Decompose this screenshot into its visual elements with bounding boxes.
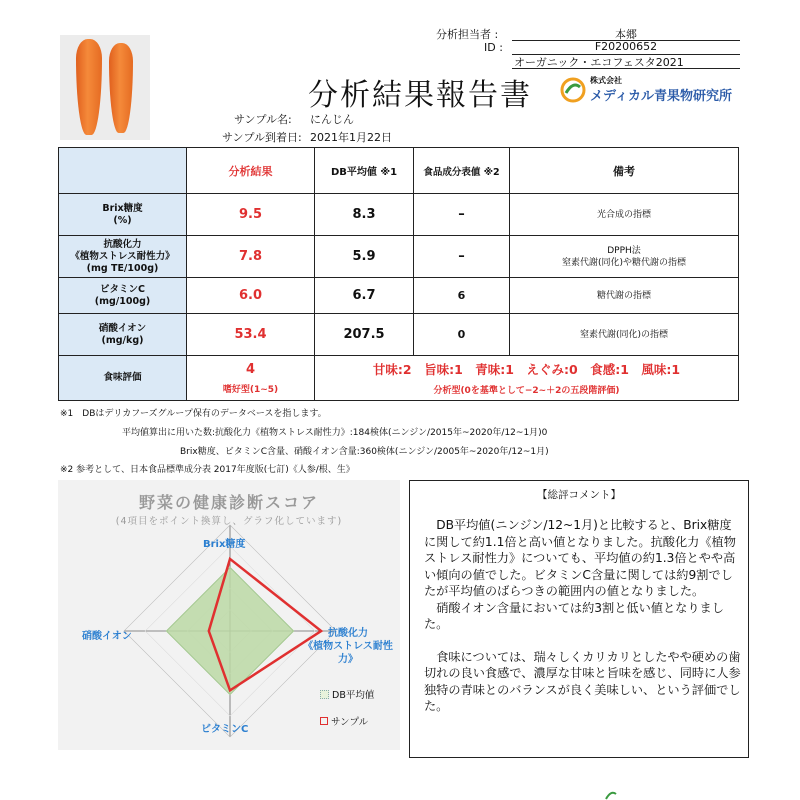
table-header-row bbox=[59, 148, 739, 194]
axis-label-antioxidant-line2: 《植物ストレス耐性力》 bbox=[303, 641, 393, 665]
taste-label: 食味評価 bbox=[59, 356, 187, 401]
row-db: 8.3 bbox=[315, 194, 414, 236]
axis-label-vitc: ビタミンC bbox=[201, 724, 249, 735]
row-name: ビタミンC bbox=[100, 283, 145, 295]
analyst-field bbox=[512, 26, 740, 41]
row-db: 6.7 bbox=[315, 278, 414, 314]
row-name: 硝酸イオン bbox=[98, 322, 147, 334]
axis-label-brix: Brix糖度 bbox=[203, 539, 246, 550]
carrot-photo bbox=[60, 35, 150, 140]
row-food: 0 bbox=[414, 314, 510, 356]
legend-db-label: DB平均値 bbox=[332, 690, 375, 701]
row-food: – bbox=[414, 236, 510, 278]
row-label bbox=[59, 314, 187, 356]
row-remark-line2: 窒素代謝(同化)や糖代謝の指標 bbox=[561, 257, 687, 268]
legend-db-swatch bbox=[320, 690, 329, 699]
row-db: 207.5 bbox=[315, 314, 414, 356]
taste-scores-note: 分析型(0を基準として−2~＋2の五段階評価) bbox=[433, 386, 620, 396]
results-table bbox=[58, 147, 739, 401]
legend-sample-swatch bbox=[320, 717, 328, 725]
row-result: 7.8 bbox=[187, 236, 315, 278]
company-name: メディカル青果物研究所 bbox=[590, 89, 732, 104]
row-remark: 窒素代謝(同化)の指標 bbox=[510, 314, 739, 356]
row-food: – bbox=[414, 194, 510, 236]
id-value: F20200652 bbox=[594, 40, 658, 53]
row-unit: (mg/100g) bbox=[94, 295, 151, 307]
legend-db bbox=[320, 687, 374, 701]
row-result: 6.0 bbox=[187, 278, 315, 314]
table-row bbox=[59, 236, 739, 278]
comment-paragraph-2: 硝酸イオン含量においては約3割と低い値となりました。 bbox=[424, 600, 724, 631]
chart-title: 野菜の健康診断スコア bbox=[138, 493, 319, 512]
comment-title: 【総評コメント】 bbox=[537, 489, 621, 501]
row-remark-line1: DPPH法 bbox=[607, 245, 641, 256]
arrival-value: 2021年1月22日 bbox=[310, 131, 392, 144]
event-value: オーガニック・エコフェスタ2021 bbox=[514, 56, 684, 69]
taste-scores: 甘味:2 旨味:1 青味:1 えぐみ:0 食感:1 風味:1 bbox=[372, 362, 681, 377]
company-logo-icon bbox=[560, 77, 586, 103]
legend-sample-label: サンプル bbox=[331, 717, 369, 728]
row-result: 9.5 bbox=[187, 194, 315, 236]
header-blank bbox=[59, 148, 187, 194]
row-result: 53.4 bbox=[187, 314, 315, 356]
axis-label-antioxidant-line1: 抗酸化力 bbox=[328, 628, 368, 639]
company-small: 株式会社 bbox=[590, 76, 622, 85]
row-label bbox=[59, 278, 187, 314]
header-food: 食品成分表値 ※2 bbox=[414, 148, 510, 194]
row-remark: 光合成の指標 bbox=[510, 194, 739, 236]
chart-subtitle: (4項目をポイント換算し、グラフ化しています) bbox=[115, 516, 343, 527]
note-2: ※2 参考として、日本食品標準成分表 2017年度版(七訂)《人参/根、生》 bbox=[60, 465, 355, 475]
row-unit: (mg/kg) bbox=[101, 334, 144, 346]
note-1a: 平均値算出に用いた数:抗酸化力《植物ストレス耐性力》:184検体(ニンジン/2015年~2020年/12~1月)0 bbox=[122, 428, 548, 438]
series-db-average bbox=[166, 567, 293, 694]
axis-label-nitrate: 硝酸イオン bbox=[82, 631, 132, 642]
taste-value-cell bbox=[187, 356, 315, 401]
header-remarks: 備考 bbox=[510, 148, 739, 194]
row-db: 5.9 bbox=[315, 236, 414, 278]
row-name: 抗酸化力 bbox=[103, 238, 142, 250]
note-1b: Brix糖度、ビタミンC含量、硝酸イオン含量:360検体(ニンジン/2005年~2020年/12~1月) bbox=[180, 447, 549, 457]
note-1: ※1 DBはデリカフーズグループ保有のデータベースを指します。 bbox=[60, 409, 327, 419]
taste-value-note: 嗜好型(1~5) bbox=[222, 384, 279, 395]
analyst-label: 分析担当者 : bbox=[436, 28, 499, 41]
company-logo bbox=[560, 74, 740, 106]
row-remark: 糖代謝の指標 bbox=[510, 278, 739, 314]
legend bbox=[320, 687, 374, 728]
sample-label: サンプル名: bbox=[234, 113, 292, 126]
table-row bbox=[59, 194, 739, 236]
id-label: ID : bbox=[484, 41, 503, 54]
analyst-value: 本郷 bbox=[615, 28, 637, 41]
summary-comment-box bbox=[409, 480, 749, 758]
row-subname: 《植物ストレス耐性力》 bbox=[70, 250, 175, 262]
event-field bbox=[512, 54, 740, 69]
taste-scores-cell bbox=[315, 356, 739, 401]
comment-text bbox=[424, 517, 742, 715]
row-name: Brix糖度 bbox=[102, 202, 143, 214]
header-db: DB平均値 ※1 bbox=[315, 148, 414, 194]
row-unit: (mg TE/100g) bbox=[86, 262, 159, 274]
header-result: 分析結果 bbox=[187, 148, 315, 194]
row-unit: (%) bbox=[113, 214, 132, 226]
comment-paragraph-3: 食味については、瑞々しくカリカリとしたやや硬めの歯切れの良い食感で、濃厚な甘味と旨味を感じ、同時に人参独特の青味とのバランスが良く美味しい、という評価でした。 bbox=[424, 649, 741, 713]
id-field bbox=[512, 40, 740, 55]
arrival-label: サンプル到着日: bbox=[222, 131, 302, 144]
taste-row bbox=[59, 356, 739, 401]
page-title: 分析結果報告書 bbox=[308, 78, 532, 113]
sample-value: にんじん bbox=[310, 113, 354, 126]
row-remark bbox=[510, 236, 739, 278]
table-row bbox=[59, 314, 739, 356]
taste-value: 4 bbox=[245, 361, 256, 377]
axis-label-antioxidant bbox=[296, 627, 400, 666]
leaf-icon bbox=[604, 790, 618, 800]
row-label bbox=[59, 194, 187, 236]
row-label bbox=[59, 236, 187, 278]
table-row bbox=[59, 278, 739, 314]
row-food: 6 bbox=[414, 278, 510, 314]
radar-chart bbox=[58, 480, 400, 750]
legend-sample bbox=[320, 714, 374, 728]
comment-paragraph-1: DB平均値(ニンジン/12~1月)と比較すると、Brix糖度に関して約1.1倍と高い値となりました。抗酸化力《植物ストレス耐性力》についても、平均値の約1.3倍とやや高い傾向の値でした。ビタミンC含量に関しては約9割でしたが平均値のばらつきの範囲内の値となりました。 bbox=[424, 518, 736, 598]
